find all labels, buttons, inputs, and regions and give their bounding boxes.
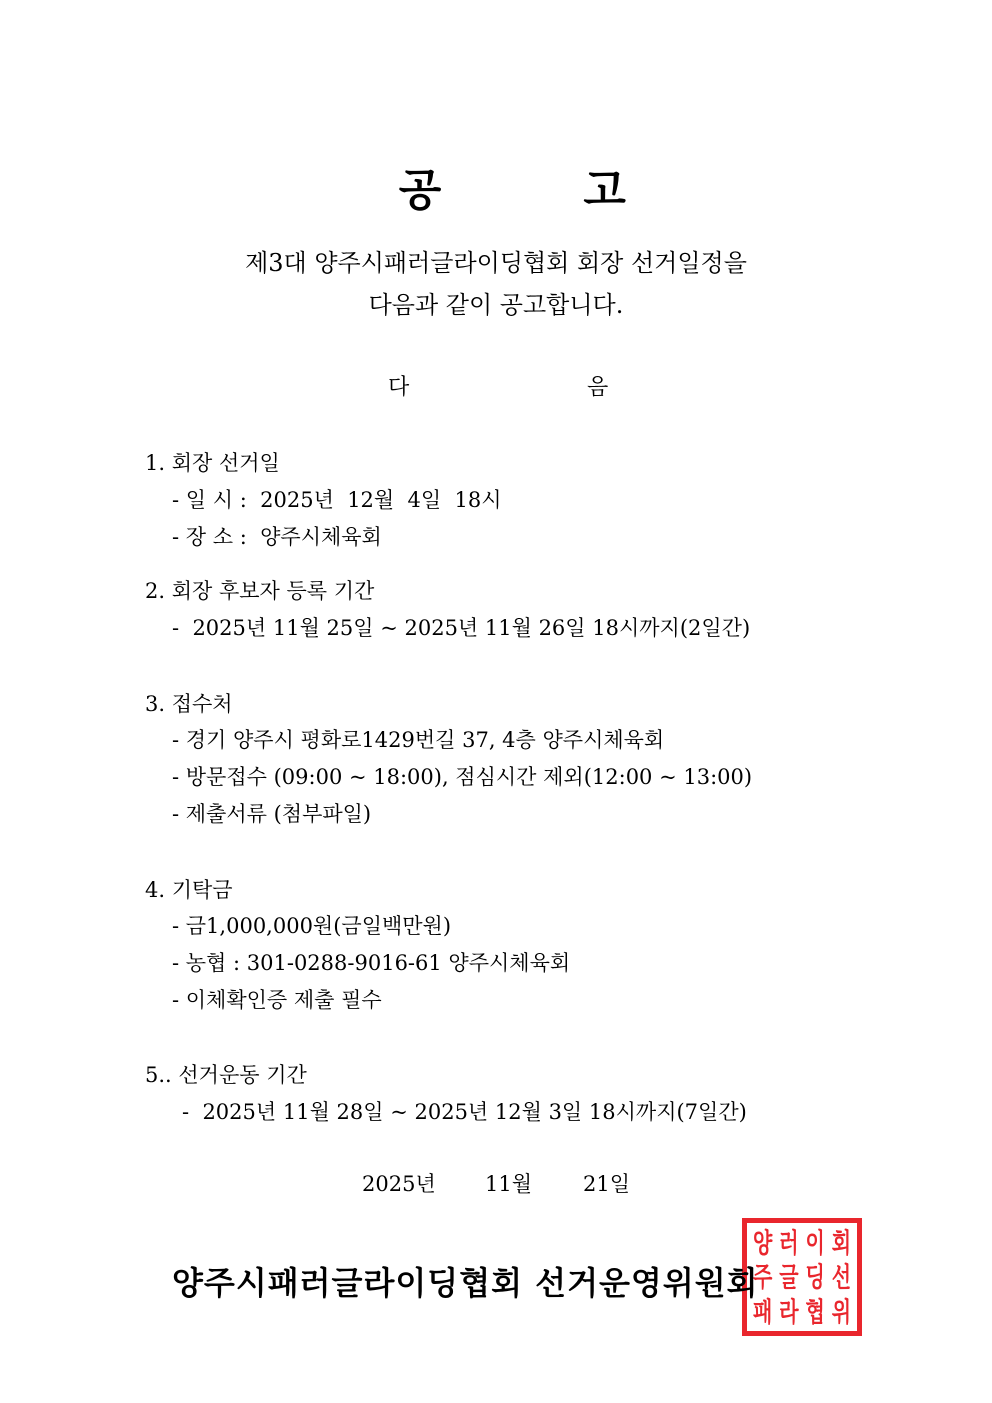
section-4-heading: 4. 기탁금 bbox=[145, 878, 233, 902]
seal-glyph: 러 bbox=[779, 1226, 799, 1259]
section-1-item-1: - 일 시 : 2025년 12월 4일 18시 bbox=[172, 488, 502, 512]
seal-glyph: 딩 bbox=[805, 1260, 825, 1294]
notice-title bbox=[0, 103, 992, 218]
date-day: 21일 bbox=[583, 1172, 631, 1196]
seal-glyph: 선 bbox=[831, 1260, 852, 1294]
intro-line-1: 제3대 양주시패러글라이딩협회 회장 선거일정을 bbox=[245, 249, 747, 277]
dagum-char-2: 음 bbox=[587, 375, 609, 400]
section-3-item-1: - 경기 양주시 평화로1429번길 37, 4층 양주시체육회 bbox=[172, 728, 665, 752]
section-4-item-3: - 이체확인증 제출 필수 bbox=[172, 988, 382, 1012]
section-1-item-2: - 장 소 : 양주시체육회 bbox=[172, 525, 382, 549]
section-4-item-1: - 금1,000,000원(금일백만원) bbox=[172, 914, 452, 938]
seal-glyph: 이 bbox=[805, 1226, 825, 1259]
intro-line-2: 다음과 같이 공고합니다. bbox=[368, 291, 624, 319]
section-3-item-3: - 제출서류 (첨부파일) bbox=[172, 802, 372, 826]
section-4-item-2: - 농협 : 301-0288-9016-61 양주시체육회 bbox=[172, 951, 571, 975]
date-year: 2025년 bbox=[362, 1172, 436, 1196]
organization-signature: 양주시패러글라이딩협회 선거운영위원회 bbox=[172, 1264, 759, 1302]
official-seal-stamp bbox=[742, 1218, 862, 1336]
seal-glyph: 패 bbox=[752, 1295, 773, 1328]
section-3-item-2: - 방문접수 (09:00 ~ 18:00), 점심시간 제외(12:00 ~ 13:00) bbox=[172, 765, 753, 789]
section-2-heading: 2. 회장 후보자 등록 기간 bbox=[145, 579, 375, 603]
seal-glyph: 라 bbox=[779, 1295, 799, 1328]
title-char-2: 고 bbox=[583, 165, 628, 216]
title-char-1: 공 bbox=[398, 165, 444, 216]
section-1-heading: 1. 회장 선거일 bbox=[145, 451, 280, 475]
seal-glyph: 협 bbox=[805, 1295, 825, 1328]
seal-glyph: 주 bbox=[752, 1260, 773, 1294]
section-3-heading: 3. 접수처 bbox=[145, 692, 233, 716]
seal-glyph: 위 bbox=[831, 1295, 852, 1328]
seal-glyph: 양 bbox=[752, 1226, 773, 1259]
section-5-item-1: - 2025년 11월 28일 ~ 2025년 12월 3일 18시까지(7일간) bbox=[182, 1100, 747, 1124]
seal-glyph: 회 bbox=[831, 1226, 852, 1259]
date-month: 11월 bbox=[485, 1172, 533, 1196]
section-5-heading: 5.. 선거운동 기간 bbox=[145, 1063, 307, 1087]
section-2-item-1: - 2025년 11월 25일 ~ 2025년 11월 26일 18시까지(2일간) bbox=[172, 616, 751, 640]
seal-glyph: 글 bbox=[779, 1260, 799, 1294]
dagum-char-1: 다 bbox=[388, 375, 410, 400]
